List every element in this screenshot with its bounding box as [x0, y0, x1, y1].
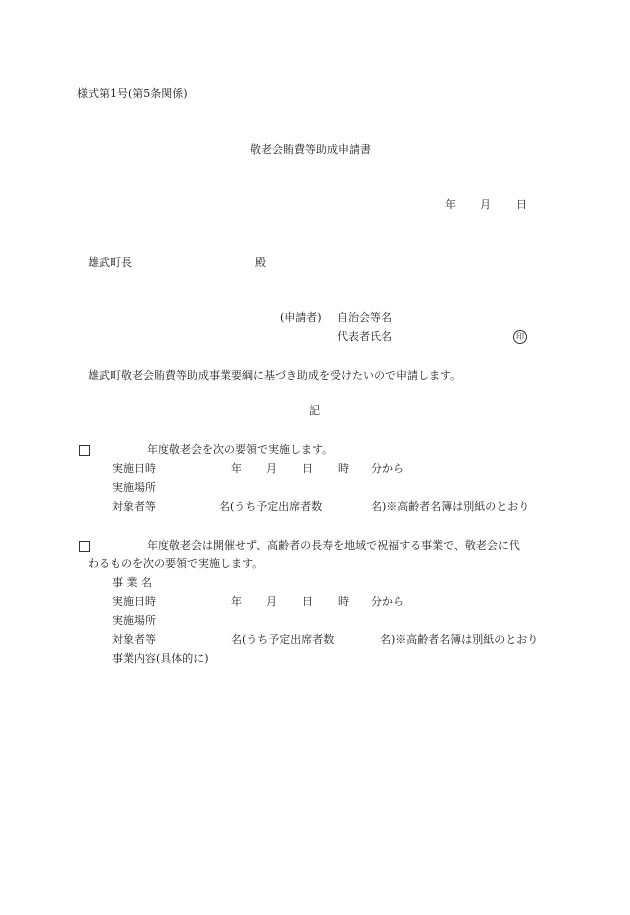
option2-target-count: 名(うち予定出席者数 [231, 633, 335, 646]
option2-month-unit: 月 [266, 595, 277, 608]
date-year-label: 年 [445, 198, 456, 211]
option2-hour-unit: 時 [338, 595, 349, 608]
option2-day-unit: 日 [302, 595, 313, 608]
ki-heading: 記 [309, 404, 320, 417]
option1-text: 年度敬老会を次の要領で実施します。 [147, 443, 334, 456]
option2-name-label: 事 業 名 [112, 576, 152, 589]
option1-minute-unit: 分から [371, 462, 404, 475]
addressee-name: 雄武町長 [88, 256, 132, 269]
option2-target-note: 名)※高齢者名簿は別紙のとおり [380, 633, 539, 646]
option1-target-label: 対象者等 [112, 500, 156, 513]
option1-day-unit: 日 [302, 462, 313, 475]
option2-content-label: 事業内容(具体的に) [112, 652, 209, 665]
option1-target-count: 名(うち予定出席者数 [219, 500, 323, 513]
addressee-honorific: 殿 [255, 256, 266, 269]
date-month-label: 月 [480, 198, 491, 211]
document-title: 敬老会賄費等助成申請書 [250, 143, 371, 156]
option1-month-unit: 月 [266, 462, 277, 475]
option2-text-line2: わるものを次の要領で実施します。 [88, 557, 264, 570]
option2-place-label: 実施場所 [112, 614, 156, 627]
option2-target-label: 対象者等 [112, 633, 156, 646]
applicant-rep-label: 代表者氏名 [337, 330, 392, 343]
intro-statement: 雄武町敬老会賄費等助成事業要綱に基づき助成を受けたいので申請します。 [88, 369, 462, 382]
option1-checkbox[interactable] [79, 445, 90, 456]
applicant-org-label: 自治会等名 [337, 311, 392, 324]
option2-text-line1: 年度敬老会は開催せず、高齢者の長寿を地域で祝福する事業で、敬老会に代 [147, 539, 520, 552]
form-number: 様式第1号(第5条関係) [77, 87, 188, 100]
option1-year-unit: 年 [231, 462, 242, 475]
option2-minute-unit: 分から [371, 595, 404, 608]
option1-hour-unit: 時 [338, 462, 349, 475]
date-day-label: 日 [516, 198, 527, 211]
option2-date-label: 実施日時 [112, 595, 156, 608]
option1-place-label: 実施場所 [112, 481, 156, 494]
option2-checkbox[interactable] [79, 541, 90, 552]
option1-target-note: 名)※高齢者名簿は別紙のとおり [371, 500, 530, 513]
option1-date-label: 実施日時 [112, 462, 156, 475]
seal-mark-icon: 印 [513, 330, 527, 344]
applicant-label: (申請者) [280, 311, 322, 324]
option2-year-unit: 年 [231, 595, 242, 608]
